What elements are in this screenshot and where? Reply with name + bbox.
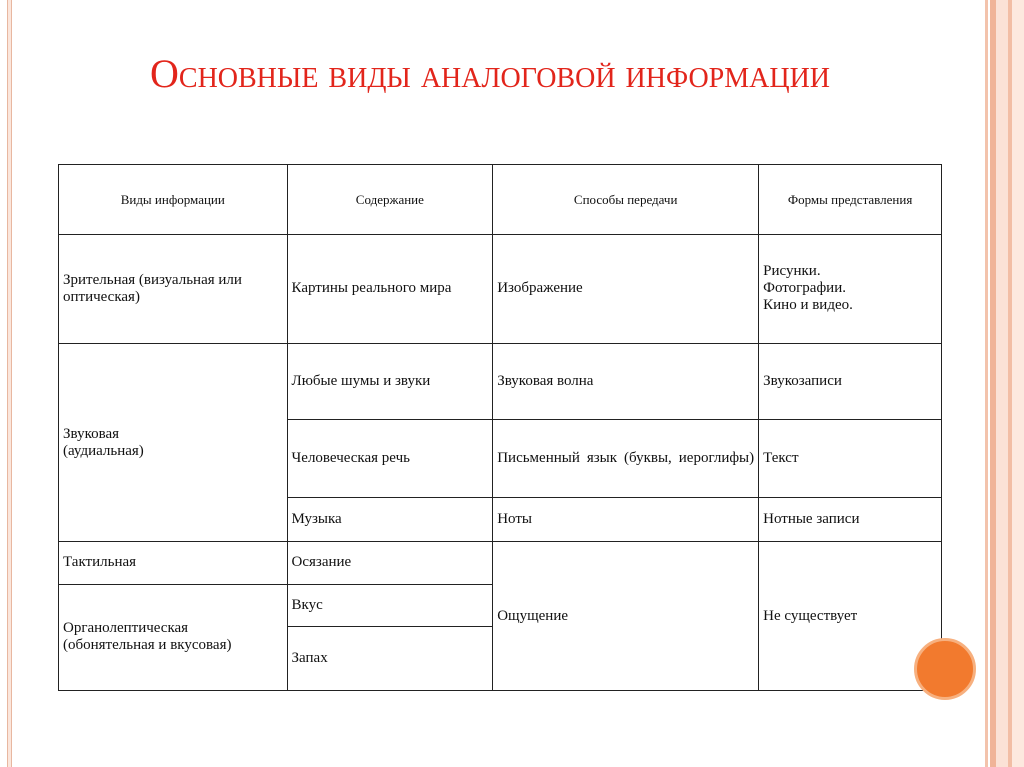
decorative-orange-circle: [914, 638, 976, 700]
header-methods: Способы передачи: [493, 165, 759, 235]
forms-sound-speech: Текст: [759, 419, 942, 497]
slide-right-stripes: [982, 0, 1024, 767]
slide-left-border: [7, 0, 12, 767]
type-sound: Звуковая (аудиальная): [59, 343, 288, 542]
table-row: [59, 235, 942, 343]
forms-visual: Рисунки. Фотографии. Кино и видео.: [759, 235, 942, 343]
method-sound-music: Ноты: [493, 498, 759, 542]
content-tactile: Осязание: [287, 542, 493, 584]
forms-sound-music: Нотные записи: [759, 498, 942, 542]
table-header-row: [59, 165, 942, 235]
header-content: Содержание: [287, 165, 493, 235]
forms-not-exist: Не существует: [759, 542, 942, 691]
header-forms: Формы представления: [759, 165, 942, 235]
method-sound-noise: Звуковая волна: [493, 343, 759, 419]
content-sound-music: Музыка: [287, 498, 493, 542]
type-visual: Зрительная (визуальная или оптическая): [59, 235, 288, 343]
content-smell: Запах: [287, 626, 493, 690]
content-sound-speech: Человеческая речь: [287, 419, 493, 497]
table-row: [59, 343, 942, 419]
content-sound-noise: Любые шумы и звуки: [287, 343, 493, 419]
method-sound-speech: Письменный язык (буквы, иероглифы): [493, 419, 759, 497]
header-types: Виды информации: [59, 165, 288, 235]
forms-sound-noise: Звукозаписи: [759, 343, 942, 419]
content-taste: Вкус: [287, 584, 493, 626]
type-tactile: Тактильная: [59, 542, 288, 584]
table-row: [59, 542, 942, 584]
method-visual: Изображение: [493, 235, 759, 343]
method-sensation: Ощущение: [493, 542, 759, 691]
content-visual: Картины реального мира: [287, 235, 493, 343]
slide-title: Основные виды аналоговой информации: [150, 51, 831, 96]
type-organoleptic: Органолептическая (обонятельная и вкусовая): [59, 584, 288, 690]
info-types-table: [58, 164, 942, 691]
